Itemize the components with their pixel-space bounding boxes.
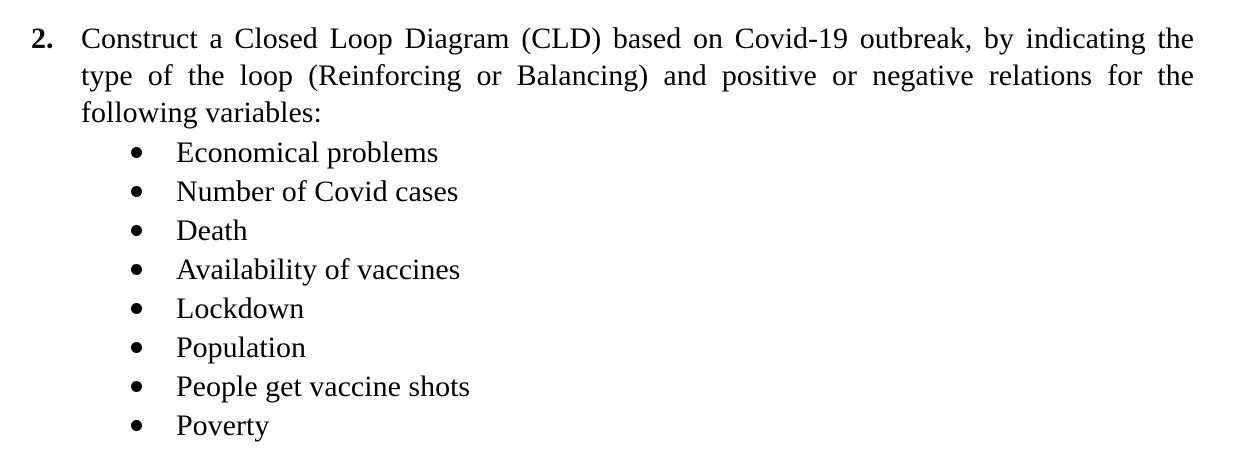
bullet-icon xyxy=(131,342,142,353)
bullet-icon xyxy=(131,225,142,236)
bullet-icon xyxy=(131,420,142,431)
list-item xyxy=(121,289,470,328)
variable-label: Poverty xyxy=(176,408,270,442)
variable-label: Lockdown xyxy=(176,291,305,325)
list-item xyxy=(121,133,470,172)
variable-label: Population xyxy=(176,330,307,364)
bullet-icon xyxy=(131,381,142,392)
bullet-icon xyxy=(131,186,142,197)
variables-list xyxy=(121,133,470,445)
question-row xyxy=(31,20,1211,131)
question-text: Construct a Closed Loop Diagram (CLD) based on Covid-19 outbreak, by indicating the type of the loop (Reinforcing or Balancing) and positive or negative relations for the following variables: xyxy=(81,22,1194,129)
list-item xyxy=(121,367,470,406)
list-item xyxy=(121,211,470,250)
question-number: 2. xyxy=(31,22,54,55)
list-item xyxy=(121,250,470,289)
list-item xyxy=(121,328,470,367)
bullet-icon xyxy=(131,303,142,314)
variable-label: Number of Covid cases xyxy=(176,174,459,208)
list-item xyxy=(121,172,470,211)
question-block xyxy=(31,20,1211,131)
variable-label: Economical problems xyxy=(176,135,439,169)
list-item xyxy=(121,406,470,445)
bullet-icon xyxy=(131,264,142,275)
variable-label: People get vaccine shots xyxy=(176,369,471,403)
bullet-icon xyxy=(131,147,142,158)
variable-label: Death xyxy=(176,213,248,247)
variable-label: Availability of vaccines xyxy=(176,252,461,286)
